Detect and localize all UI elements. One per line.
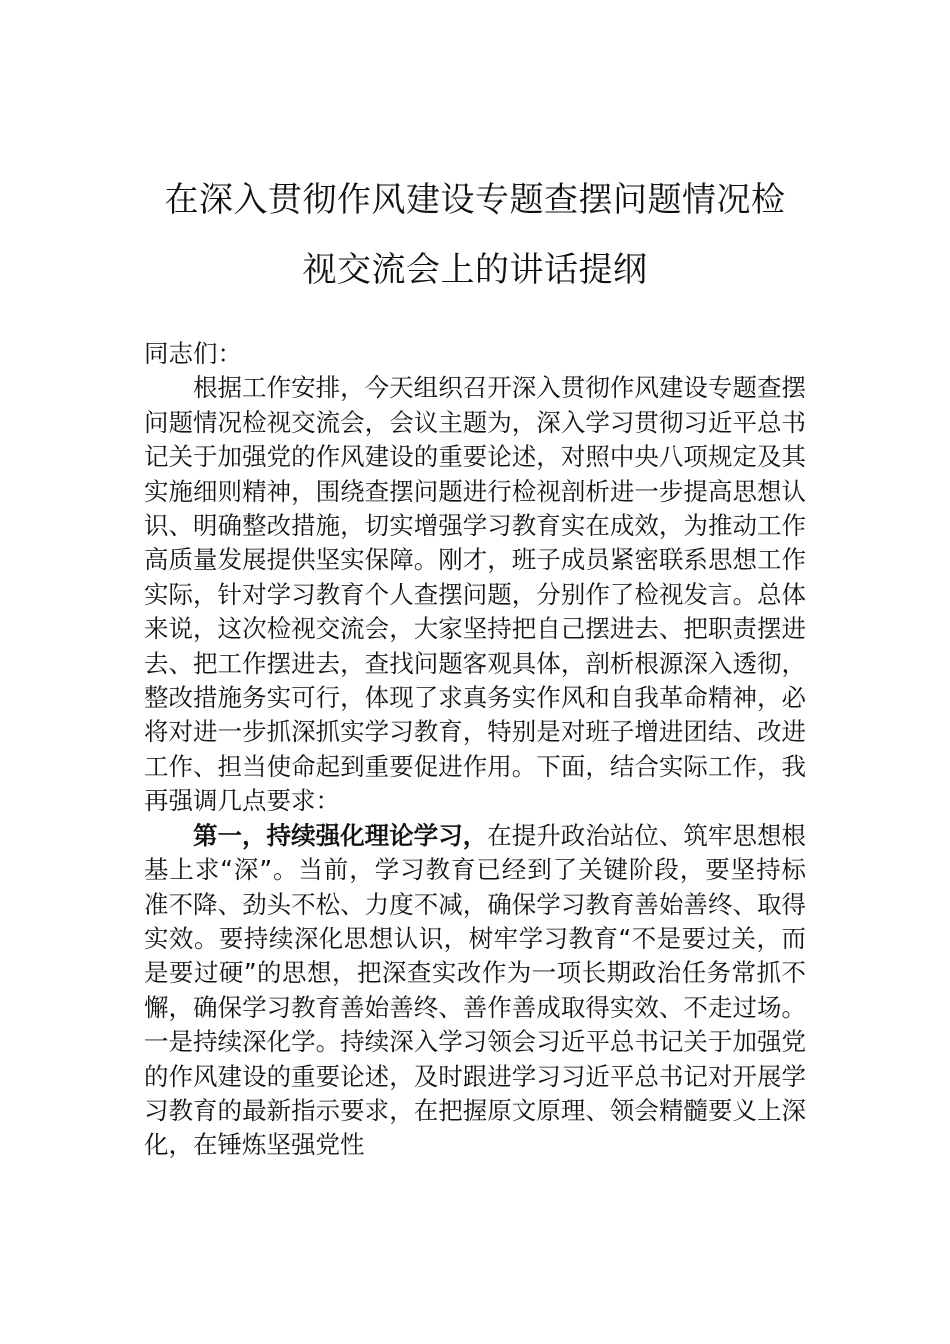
paragraph-first-point xyxy=(144,819,806,1163)
paragraph-opening: 根据工作安排，今天组织召开深入贯彻作风建设专题查摆问题情况检视交流会，会议主题为，深入学习贯彻习近平总书记关于加强党的作风建设的重要论述，对照中央八项规定及其实施细则精神，围绕查摆问题进行检视剖析进一步提高思想认识、明确整改措施，切实增强学习教育实在成效，为推动工作高质量发展提供坚实保障。刚才，班子成员紧密联系思想工作实际，针对学习教育个人查摆问题，分别作了检视发言。总体来说，这次检视交流会，大家坚持把自己摆进去、把职责摆进去、把工作摆进去，查找问题客观具体，剖析根源深入透彻，整改措施务实可行，体现了求真务实作风和自我革命精神，必将对进一步抓深抓实学习教育，特别是对班子增进团结、改进工作、担当使命起到重要促进作用。下面，结合实际工作，我再强调几点要求： xyxy=(144,373,806,816)
salutation: 同志们： xyxy=(144,339,242,368)
document-title-line-1: 在深入贯彻作风建设专题查摆问题情况检 xyxy=(164,180,786,220)
document-title-line-2: 视交流会上的讲话提纲 xyxy=(302,250,648,290)
document-body xyxy=(144,337,806,1163)
first-point-text: 在提升政治站位、筑牢思想根基上求“深”。当前，学习教育已经到了关键阶段，要坚持标准不降、劲头不松、力度不减，确保学习教育善始善终、取得实效。要持续深化思想认识，树牢学习教育“不是要过关，而是要过硬”的思想，把深查实改作为一项长期政治任务常抓不懈，确保学习教育善始善终、善作善成取得实效、不走过场。一是持续深化学。持续深入学习领会习近平总书记关于加强党的作风建设的重要论述，及时跟进学习习近平总书记对开展学习教育的最新指示要求，在把握原文原理、领会精髓要义上深化，在锤炼坚强党性 xyxy=(144,820,806,1160)
first-point-heading: 第一，持续强化理论学习， xyxy=(193,820,488,850)
